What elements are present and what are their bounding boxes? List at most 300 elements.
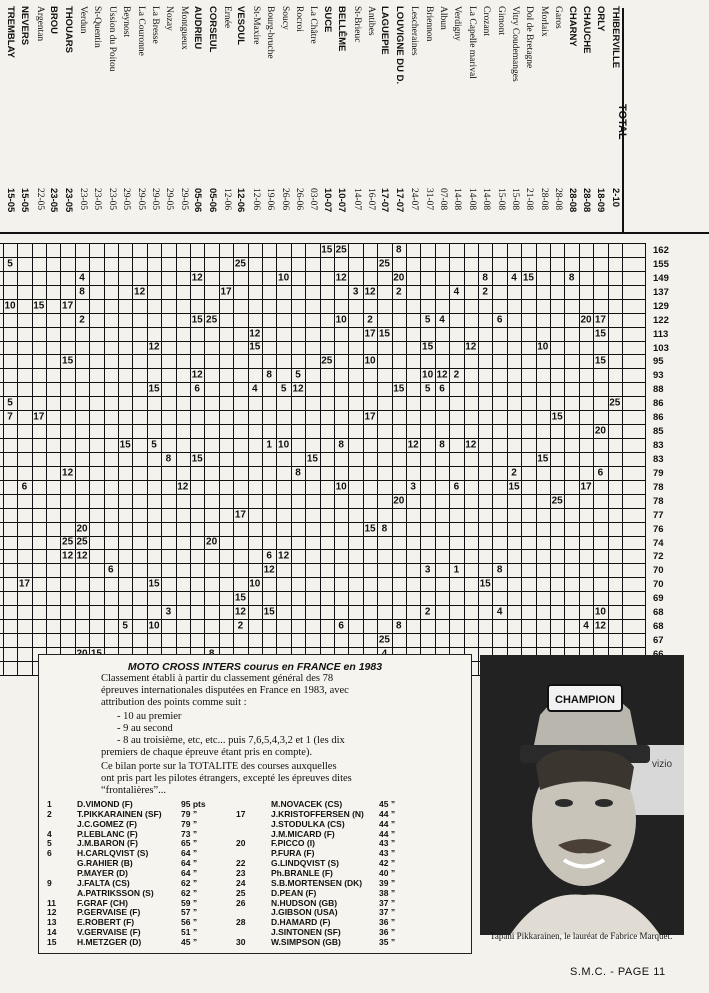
grid-column-line [204,243,205,675]
grid-row-line [0,299,645,300]
grid-cell-value: 12 [292,383,304,395]
rank-number: 15 [47,936,57,947]
event-date-label: 23-05 [106,188,117,211]
grid-cell-value: 6 [266,550,272,562]
event-date-label: 28-08 [566,188,578,213]
header-bottom-rule [0,232,709,234]
grid-cell-value: 15 [364,523,376,535]
grid-cell-value: 17 [62,300,74,312]
event-place-label: Briennon [423,6,434,42]
rider-points: 40 ” [379,867,396,878]
grid-cell-value: 6 [338,620,344,632]
grid-cell-value: 20 [594,425,606,437]
rider-name: J.M.BARON (F) [77,838,138,849]
event-date-label: 28-08 [553,188,564,211]
rider-name: E.ROBERT (F) [77,917,135,928]
rider-points: 79 ” [181,808,198,819]
event-date-label: 17-07 [379,188,391,213]
grid-cell-value: 12 [465,439,477,451]
grid-cell-value: 20 [393,272,405,284]
grid-cell-value: 15 [321,244,333,256]
rider-name: J.KRISTOFFERSEN (N) [271,808,364,819]
grid-cell-value: 15 [33,300,45,312]
grid-cell-value: 15 [191,314,203,326]
event-date-label: 23-05 [78,188,88,211]
grid-cell-value: 15 [306,453,318,465]
grid-cell-value: 2 [396,286,402,298]
rider-name: D.VIMOND (F) [77,799,133,809]
event-date-label: 2-10 [609,188,621,208]
row-total: 77 [653,509,664,521]
event-place-label: Soucy [279,6,290,30]
event-place-label: La Bresse [150,6,160,44]
grid-cell-value: 15 [378,328,390,340]
grid-column-line [406,243,407,675]
grid-cell-value: 15 [537,453,549,465]
grid-column-line [348,243,349,675]
grid-cell-value: 25 [76,536,88,548]
grid-cell-value: 12 [134,286,146,298]
grid-cell-value: 4 [496,606,503,618]
event-place-label: Argentan [34,6,45,42]
row-total: 78 [653,495,664,507]
event-date-label: 23-05 [48,188,60,213]
grid-column-line [608,243,609,675]
grid-cell-value: 15 [263,606,275,618]
event-date-label: 31-07 [423,188,434,211]
event-date-label: 12-06 [222,188,232,211]
grid-cell-value: 25 [335,244,347,256]
event-date-label: 28-08 [538,188,549,211]
grid-cell-value: 6 [597,467,604,479]
rider-name: Ph.BRANLE (F) [271,867,333,878]
event-date-label: 14-07 [351,188,362,211]
grid-row-line [0,466,645,467]
rider-name: N.HUDSON (GB) [271,897,338,908]
grid-column-line [521,243,522,675]
event-place-label: Vitry Coudemanges [510,6,520,82]
grid-column-line [89,243,90,675]
grid-cell-value: 8 [482,272,488,284]
grid-cell-value: 15 [234,592,246,604]
rank-number: 24 [236,877,246,888]
rider-name: P.FURA (F) [271,848,315,859]
grid-cell-value: 25 [62,536,74,548]
grid-cell-value: 5 [7,258,13,270]
intro-line: attribution des points comme suit : [101,697,247,708]
grid-cell-value: 4 [439,314,445,326]
rank-number: 6 [47,848,52,859]
row-total: 93 [653,370,664,382]
event-date-label: 05-06 [192,188,204,213]
rider-points: 73 ” [181,828,198,839]
rank-number: 23 [236,867,246,878]
grid-cell-value: 4 [252,383,258,395]
row-total: 162 [653,245,669,256]
grid-cell-value: 3 [424,564,431,576]
grid-column-line [492,243,493,675]
grid-column-line [320,243,321,675]
grid-column-line [118,243,119,675]
grid-cell-value: 8 [496,564,503,576]
row-total: 68 [653,621,664,633]
grid-column-line [104,243,105,675]
grid-cell-value: 1 [266,439,272,451]
grid-cell-value: 5 [151,439,157,451]
rider-points: 57 ” [181,907,198,918]
grid-cell-value: 25 [234,258,246,270]
event-place-label: Antibes [366,6,376,36]
grid-column-line [147,243,148,675]
event-date-label: 05-06 [206,188,218,213]
grid-cell-value: 10 [278,439,290,451]
grid-cell-value: 25 [609,397,621,409]
grid-cell-value: 10 [422,369,434,381]
rank-number: 25 [236,887,246,898]
total-header: TOTAL [616,104,628,140]
rider-name: D.HAMARD (F) [271,917,331,928]
rider-points: 56 ” [181,917,198,928]
intro-line: Ce bilan porte sur la TOTALITE des courses auxquelles [101,761,337,772]
event-place-label: Verdigny [452,6,463,41]
rider-name: J.STODULKA (CS) [271,818,345,829]
grid-cell-value: 12 [364,286,376,298]
intro-line: épreuves internationales disputées en France en 1983, avec [101,685,349,696]
ranking-box [38,654,472,954]
event-place-label: CORSEUL [206,6,218,53]
event-date-label: 15-05 [5,188,16,213]
event-date-label: 15-05 [19,188,31,213]
grid-cell-value: 10 [364,355,376,367]
intro-line: - 10 au premier [117,711,182,722]
rider-points: 64 ” [181,858,198,869]
event-date-label: 03-07 [308,188,319,211]
event-place-label: ORLY [595,6,607,32]
grid-row-line [0,285,645,286]
row-total: 85 [653,426,664,438]
grid-cell-value: 6 [108,564,114,576]
grid-cell-value: 17 [594,314,606,326]
grid-cell-value: 20 [76,523,88,535]
grid-row-line [0,257,645,258]
rider-name: D.PEAN (F) [271,887,317,898]
grid-cell-value: 15 [148,383,160,395]
grid-cell-value: 5 [424,383,431,395]
grid-cell-value: 12 [249,328,261,340]
grid-column-line [420,243,421,675]
rider-name: G.RAHIER (B) [77,858,133,869]
grid-column-line [276,243,277,675]
row-total: 70 [653,579,664,591]
rider-name: M.NOVACEK (CS) [271,799,343,809]
rider-points: 37 ” [379,907,396,918]
grid-cell-value: 2 [367,314,373,326]
row-total: 137 [653,286,669,298]
event-date-label: 29-05 [135,188,146,211]
grid-cell-value: 12 [436,369,448,381]
event-place-label: Lescheraines [409,6,420,56]
event-place-label: St-Quentin [92,6,103,48]
row-total: 88 [653,384,664,396]
event-date-label: 14-08 [466,188,477,211]
grid-cell-value: 25 [206,314,218,326]
grid-column-line [248,243,249,675]
grid-row-line [0,605,645,606]
event-date-label: 17-07 [393,188,405,213]
grid-cell-value: 2 [511,467,517,479]
grid-cell-value: 12 [177,481,189,493]
rank-number: 4 [47,828,52,839]
intro-line: “frontalières”... [101,785,167,796]
grid-cell-value: 15 [479,578,491,590]
row-total: 72 [653,551,664,563]
grid-row-line [0,313,645,314]
grid-cell-value: 15 [62,355,74,367]
rank-number: 28 [236,917,246,928]
grid-cell-value: 5 [280,383,287,395]
rider-name: P.LEBLANC (F) [77,828,138,839]
event-place-label: Beynost [121,6,132,38]
event-place-label: NEVERS [19,6,31,46]
rider-points: 45 ” [379,799,396,809]
grid-cell-value: 15 [119,439,131,451]
event-place-label: LOUVIGNE DU D. [393,6,405,85]
event-place-label: Rocroi [294,6,304,32]
event-date-label: 26-06 [294,188,304,211]
rider-points: 45 ” [181,936,198,947]
event-date-label: 12-06 [250,188,261,211]
rider-points: 43 ” [379,848,396,859]
event-place-label: LAGUEPIE [379,6,391,55]
grid-column-line [161,243,162,675]
event-place-label: Montgueux [178,6,189,50]
grid-row-line [0,536,645,537]
grid-cell-value: 15 [148,578,160,590]
event-date-label: 19-06 [265,188,276,211]
rider-points: 42 ” [379,858,396,869]
event-place-label: Morlaix [538,6,549,37]
rider-name: J.M.MICARD (F) [271,828,335,839]
grid-cell-value: 2 [237,620,244,632]
event-place-label: St-Maxire [250,6,261,45]
rider-name: J.FALTA (CS) [77,877,130,888]
grid-cell-value: 7 [7,411,13,423]
event-date-label: 21-08 [524,188,535,211]
intro-line: premiers de chaque épreuve étant pris en compte). [101,747,313,758]
grid-cell-value: 10 [335,314,347,326]
row-total: 79 [653,467,664,479]
grid-cell-value: 8 [165,453,172,465]
event-place-label: SUCE [321,6,333,33]
rider-name: P.MAYER (D) [77,867,129,878]
grid-cell-value: 15 [249,341,261,353]
grid-column-line [478,243,479,675]
grid-row-line [0,396,645,397]
rider-photo [480,655,684,935]
row-total: 86 [653,412,664,424]
rank-number: 2 [47,808,52,819]
grid-cell-value: 17 [220,286,232,298]
grid-cell-value: 10 [278,272,290,284]
grid-cell-value: 6 [194,383,200,395]
grid-cell-value: 6 [21,481,28,493]
rider-points: 37 ” [379,897,396,908]
grid-cell-value: 12 [148,341,160,353]
event-date-label: 14-08 [452,188,463,211]
rank-number: 11 [47,897,56,908]
event-date-label: 10-07 [336,188,348,213]
rider-name: T.PIKKARAINEN (SF) [77,808,162,819]
grid-row-line [0,508,645,509]
rank-number: 20 [236,838,246,849]
grid-row-line [0,619,645,620]
grid-cell-value: 3 [352,286,359,298]
grid-cell-value: 8 [295,467,301,479]
grid-cell-value: 6 [439,383,445,395]
event-date-label: 22-05 [34,188,45,211]
rider-name: V.GERVAISE (F) [77,927,141,938]
row-total: 83 [653,440,664,452]
grid-cell-value: 17 [580,481,592,493]
rider-points: 36 ” [379,917,396,928]
event-place-label: La Châtre [308,6,319,44]
grid-cell-value: 8 [79,286,85,298]
rider-points: 43 ” [379,838,396,849]
event-place-label: Albun [438,6,448,30]
grid-cell-value: 15 [191,453,203,465]
grid-cell-value: 10 [148,620,160,632]
event-date-label: 23-05 [62,188,74,213]
rider-points: 39 ” [379,877,396,888]
grid-row-line [0,633,645,634]
grid-cell-value: 2 [453,369,460,381]
event-date-label: 29-05 [121,188,132,211]
grid-cell-value: 25 [378,634,390,646]
grid-cell-value: 10 [537,341,549,353]
rider-points: 79 ” [181,818,198,829]
grid-cell-value: 20 [206,536,218,548]
grid-cell-value: 25 [378,258,390,270]
grid-cell-value: 12 [594,620,606,632]
grid-column-line [579,243,580,675]
event-place-label: THOUARS [62,6,74,53]
grid-cell-value: 12 [76,550,88,562]
grid-column-line [176,243,177,675]
event-place-label: BROU [48,6,60,34]
row-total: 103 [653,342,669,354]
rider-points: 65 ” [181,838,198,849]
rank-number: 30 [236,936,246,947]
grid-cell-value: 10 [335,481,347,493]
row-total: 69 [653,593,664,605]
rank-number: 1 [47,799,52,809]
grid-column-line [17,243,18,675]
grid-column-line [464,243,465,675]
rider-points: 64 ” [181,848,198,859]
grid-cell-value: 12 [335,272,347,284]
event-date-label: 15-08 [495,188,506,211]
event-date-label: 26-06 [279,188,290,211]
grid-cell-value: 8 [439,439,445,451]
row-total: 86 [653,398,664,410]
intro-line: - 9 au second [117,723,173,734]
rider-name: A.PATRIKSSON (S) [77,887,154,898]
grid-cell-value: 1 [453,564,460,576]
grid-row-line [0,271,645,272]
row-total: 78 [653,481,664,493]
grid-cell-value: 4 [511,272,517,284]
grid-cell-value: 10 [4,300,16,312]
event-date-label: 16-07 [366,188,376,211]
event-date-label: 23-05 [92,188,103,211]
event-place-label: Nozay [164,6,175,31]
rank-number: 13 [47,917,57,928]
rider-name: J.GIBSON (USA) [271,907,338,918]
grid-row-line [0,382,645,383]
event-place-label: La Capelle marival [466,6,477,79]
grid-column-line [449,243,450,675]
grid-cell-value: 15 [594,355,606,367]
grid-cell-value: 12 [62,467,74,479]
event-date-label: 24-07 [409,188,420,211]
grid-row-line [0,410,645,411]
event-place-label: Dol de Bretagne [524,6,535,69]
grid-cell-value: 17 [364,411,376,423]
grid-cell-value: 4 [79,272,85,284]
grid-cell-value: 6 [496,314,503,326]
grid-cell-value: 17 [18,578,30,590]
event-place-label: VESOUL [235,6,247,46]
cap-logo-text: CHAMPION [555,694,615,706]
event-place-label: BELLÊME [336,6,348,52]
rider-points: 35 ” [379,936,396,947]
grid-column-line [363,243,364,675]
grid-cell-value: 2 [482,286,488,298]
grid-cell-value: 4 [453,286,460,298]
event-place-label: Garos [553,6,564,29]
row-total: 113 [653,328,669,340]
event-date-label: 15-08 [510,188,520,211]
event-place-label: CHAUCHE [581,6,592,54]
grid-cell-value: 15 [422,341,434,353]
grid-cell-value: 8 [338,439,344,451]
rider-points: 51 ” [181,927,198,938]
grid-cell-value: 8 [396,620,402,632]
event-date-label: 07-08 [438,188,448,211]
rider-name: W.SIMPSON (GB) [271,936,341,947]
rider-name: H.CARLQVIST (S) [77,848,149,859]
grid-row-line [0,424,645,425]
grid-cell-value: 20 [580,314,592,326]
ranking-title: MOTO CROSS INTERS courus en FRANCE en 1983 [127,661,383,673]
row-total: 129 [653,300,669,312]
grid-cell-value: 12 [465,341,477,353]
event-place-label: TREMBLAY [5,6,16,58]
grid-row-line [0,591,645,592]
grid-row-line [0,563,645,564]
event-date-label: 18-09 [595,188,607,213]
row-total: 76 [653,523,664,535]
rider-points: 59 ” [181,897,198,908]
rider-name: G.LINDQVIST (S) [271,858,339,869]
event-place-label: CHARNY [566,6,578,47]
event-place-label: Ernée [222,6,232,29]
grid-cell-value: 15 [393,383,405,395]
grid-cell-value: 25 [321,355,333,367]
event-place-label: Bourg-bruche [265,6,276,59]
rider-name: F.GRAF (CH) [77,897,128,908]
rider-points: 38 ” [379,887,396,898]
